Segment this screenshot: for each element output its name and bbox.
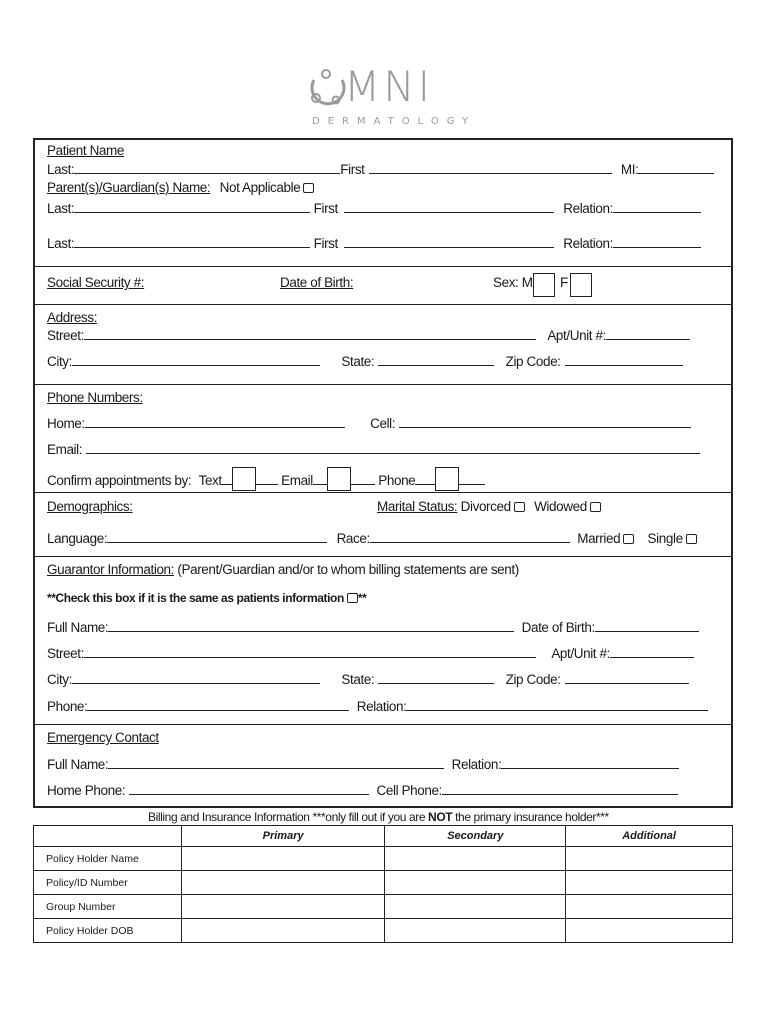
mi-field[interactable]	[638, 161, 714, 174]
first-name-field[interactable]	[369, 161, 612, 174]
group-number-secondary[interactable]	[385, 895, 566, 919]
demographics-section	[35, 492, 731, 557]
first-label: First	[340, 162, 365, 177]
row-label-policy-holder-name: Policy Holder Name	[34, 847, 182, 871]
guardian1-first-label: First	[313, 201, 338, 216]
logo-subtitle: DERMATOLOGY	[312, 116, 477, 127]
guardian-heading: Parent(s)/Guardian(s) Name:	[47, 180, 211, 195]
policy-holder-name-additional[interactable]	[566, 847, 733, 871]
sex-m-label: Sex: M	[493, 275, 533, 290]
ids-section	[35, 266, 731, 305]
street-field[interactable]	[84, 327, 536, 340]
guarantor-state-field[interactable]	[378, 671, 494, 684]
emergency-relation-field[interactable]	[501, 756, 679, 769]
patient-form	[33, 138, 733, 808]
emergency-heading: Emergency Contact	[47, 730, 159, 745]
table-row	[34, 871, 733, 895]
single-label: Single	[647, 531, 683, 546]
street-label: Street:	[47, 328, 84, 343]
emergency-name-field[interactable]	[108, 756, 444, 769]
cell-label: Cell:	[370, 416, 396, 431]
billing-title-not: NOT	[428, 810, 453, 824]
confirm-phone-line	[415, 472, 435, 485]
emergency-name-label: Full Name:	[47, 757, 109, 772]
guarantor-note: (Parent/Guardian and/or to whom billing statements are sent)	[177, 562, 519, 577]
phone-heading: Phone Numbers:	[47, 390, 143, 405]
guarantor-street-row	[47, 645, 694, 661]
policy-id-primary[interactable]	[181, 871, 385, 895]
address-section	[35, 304, 731, 385]
home-label: Home:	[47, 416, 85, 431]
same-as-patient-end: **	[357, 591, 367, 605]
demographics-heading: Demographics:	[47, 499, 133, 514]
policy-id-additional[interactable]	[566, 871, 733, 895]
emergency-cell-field[interactable]	[442, 782, 678, 795]
language-field[interactable]	[107, 530, 327, 543]
table-row	[34, 895, 733, 919]
city-label: City:	[47, 354, 73, 369]
home-cell-row	[47, 415, 691, 431]
sex-f-label: F	[560, 275, 568, 290]
guarantor-dob-label: Date of Birth:	[521, 620, 595, 635]
guardian1-relation-field[interactable]	[613, 200, 701, 213]
policy-holder-dob-primary[interactable]	[181, 919, 385, 943]
married-checkbox[interactable]	[623, 534, 634, 544]
apt-label: Apt/Unit #:	[547, 328, 606, 343]
guarantor-name-row	[47, 619, 699, 635]
guarantor-zip-label: Zip Code:	[505, 672, 561, 687]
emergency-cell-label: Cell Phone:	[376, 783, 442, 798]
sex-m-checkbox[interactable]	[533, 273, 555, 297]
address-heading: Address:	[47, 310, 98, 325]
guarantor-apt-label: Apt/Unit #:	[551, 646, 610, 661]
guardian1-last-field[interactable]	[74, 200, 310, 213]
guardian2-last-label: Last:	[47, 236, 75, 251]
same-as-patient-label: **Check this box if it is the same as patients information	[47, 591, 344, 605]
email-label: Email:	[47, 442, 83, 457]
single-checkbox[interactable]	[686, 534, 697, 544]
confirm-phone-line2	[459, 472, 485, 485]
dob-label: Date of Birth:	[280, 275, 354, 290]
table-row	[34, 919, 733, 943]
patient-last-row	[47, 161, 714, 177]
guarantor-zip-field[interactable]	[565, 671, 689, 684]
last-name-field[interactable]	[74, 161, 340, 174]
policy-holder-dob-secondary[interactable]	[385, 919, 566, 943]
table-row	[34, 847, 733, 871]
ssn-label: Social Security #:	[47, 275, 145, 290]
table-corner-cell	[34, 826, 182, 847]
guardian1-first-field[interactable]	[344, 200, 554, 213]
guardian-row	[47, 180, 314, 195]
insurance-table	[33, 825, 733, 943]
phone-section	[35, 384, 731, 493]
confirm-email-line2	[351, 472, 375, 485]
confirm-row	[47, 467, 485, 491]
home-phone-field[interactable]	[85, 415, 345, 428]
confirm-text-label: Text	[198, 473, 222, 488]
email-row	[47, 441, 700, 457]
row-label-policy-id: Policy/ID Number	[34, 871, 182, 895]
address-city-row	[47, 353, 683, 369]
row-label-group-number: Group Number	[34, 895, 182, 919]
confirm-phone-checkbox[interactable]	[435, 467, 459, 491]
guarantor-dob-field[interactable]	[595, 619, 699, 632]
state-label: State:	[341, 354, 375, 369]
marital-label: Marital Status:	[377, 499, 458, 514]
group-number-primary[interactable]	[181, 895, 385, 919]
guardian2-relation-field[interactable]	[613, 235, 701, 248]
col-additional: Additional	[566, 826, 733, 847]
city-field[interactable]	[72, 353, 320, 366]
guarantor-relation-label: Relation:	[356, 699, 407, 714]
emergency-name-row	[47, 756, 679, 772]
race-field[interactable]	[370, 530, 570, 543]
divorced-label: Divorced	[460, 499, 511, 514]
widowed-label: Widowed	[534, 499, 587, 514]
guarantor-apt-field[interactable]	[610, 645, 694, 658]
group-number-additional[interactable]	[566, 895, 733, 919]
widowed-checkbox[interactable]	[590, 502, 601, 512]
guarantor-state-label: State:	[341, 672, 375, 687]
address-street-row	[47, 327, 690, 343]
guardian2-first-label: First	[313, 236, 338, 251]
guarantor-full-name-field[interactable]	[108, 619, 514, 632]
guardian2-relation-label: Relation:	[563, 236, 613, 251]
marital-row	[377, 499, 601, 514]
logo-wordmark: MNI	[344, 62, 434, 111]
emergency-section	[35, 724, 731, 809]
mi-label: MI:	[620, 162, 639, 177]
guardian1-row	[47, 200, 701, 216]
zip-field[interactable]	[565, 353, 683, 366]
col-secondary: Secondary	[385, 826, 566, 847]
guarantor-city-field[interactable]	[72, 671, 320, 684]
zip-label: Zip Code:	[505, 354, 561, 369]
confirm-text-line	[222, 472, 232, 485]
guarantor-street-label: Street:	[47, 646, 84, 661]
state-field[interactable]	[378, 353, 494, 366]
guarantor-heading: Guarantor Information:	[47, 562, 175, 577]
guarantor-city-label: City:	[47, 672, 73, 687]
confirm-email-checkbox[interactable]	[327, 467, 351, 491]
emergency-home-label: Home Phone:	[47, 783, 126, 798]
guarantor-phone-row	[47, 698, 708, 714]
confirm-text-checkbox[interactable]	[232, 467, 256, 491]
confirm-email-line	[313, 472, 327, 485]
policy-holder-dob-additional[interactable]	[566, 919, 733, 943]
guarantor-phone-field[interactable]	[87, 698, 349, 711]
guarantor-street-field[interactable]	[84, 645, 536, 658]
language-row	[47, 530, 697, 546]
policy-id-secondary[interactable]	[385, 871, 566, 895]
language-label: Language:	[47, 531, 108, 546]
guardian2-row	[47, 235, 701, 251]
last-label: Last:	[47, 162, 75, 177]
billing-title-post: the primary insurance holder***	[455, 810, 609, 824]
not-applicable-label: Not Applicable	[219, 180, 301, 195]
not-applicable-checkbox[interactable]	[303, 183, 314, 193]
omni-dermatology-logo	[300, 62, 480, 130]
same-as-patient-row	[47, 591, 366, 605]
policy-holder-name-secondary[interactable]	[385, 847, 566, 871]
divorced-checkbox[interactable]	[514, 502, 525, 512]
table-header-row	[34, 826, 733, 847]
emergency-relation-label: Relation:	[451, 757, 502, 772]
email-field[interactable]	[86, 441, 700, 454]
confirm-text-line2	[256, 472, 278, 485]
apt-field[interactable]	[606, 327, 690, 340]
guarantor-phone-label: Phone:	[47, 699, 88, 714]
guardian1-last-label: Last:	[47, 201, 75, 216]
confirm-phone-label: Phone	[378, 473, 416, 488]
policy-holder-name-primary[interactable]	[181, 847, 385, 871]
race-label: Race:	[336, 531, 370, 546]
patient-name-heading: Patient Name	[47, 143, 124, 158]
confirm-email-label: Email	[281, 473, 313, 488]
row-label-policy-holder-dob: Policy Holder DOB	[34, 919, 182, 943]
billing-title-pre: Billing and Insurance Information ***only fill out if you are	[148, 810, 426, 824]
guarantor-heading-row	[47, 562, 519, 577]
cell-phone-field[interactable]	[399, 415, 691, 428]
guarantor-city-row	[47, 671, 689, 687]
guarantor-section	[35, 556, 731, 725]
same-as-patient-checkbox[interactable]	[347, 593, 358, 603]
guarantor-relation-field[interactable]	[406, 698, 708, 711]
billing-title	[148, 810, 609, 824]
guardian1-relation-label: Relation:	[563, 201, 613, 216]
married-label: Married	[577, 531, 621, 546]
guarantor-full-name-label: Full Name:	[47, 620, 109, 635]
emergency-home-field[interactable]	[129, 782, 369, 795]
guardian2-last-field[interactable]	[74, 235, 310, 248]
guardian2-first-field[interactable]	[344, 235, 554, 248]
col-primary: Primary	[181, 826, 385, 847]
sex-f-checkbox[interactable]	[570, 273, 592, 297]
confirm-label: Confirm appointments by:	[47, 473, 192, 488]
emergency-phone-row	[47, 782, 678, 798]
